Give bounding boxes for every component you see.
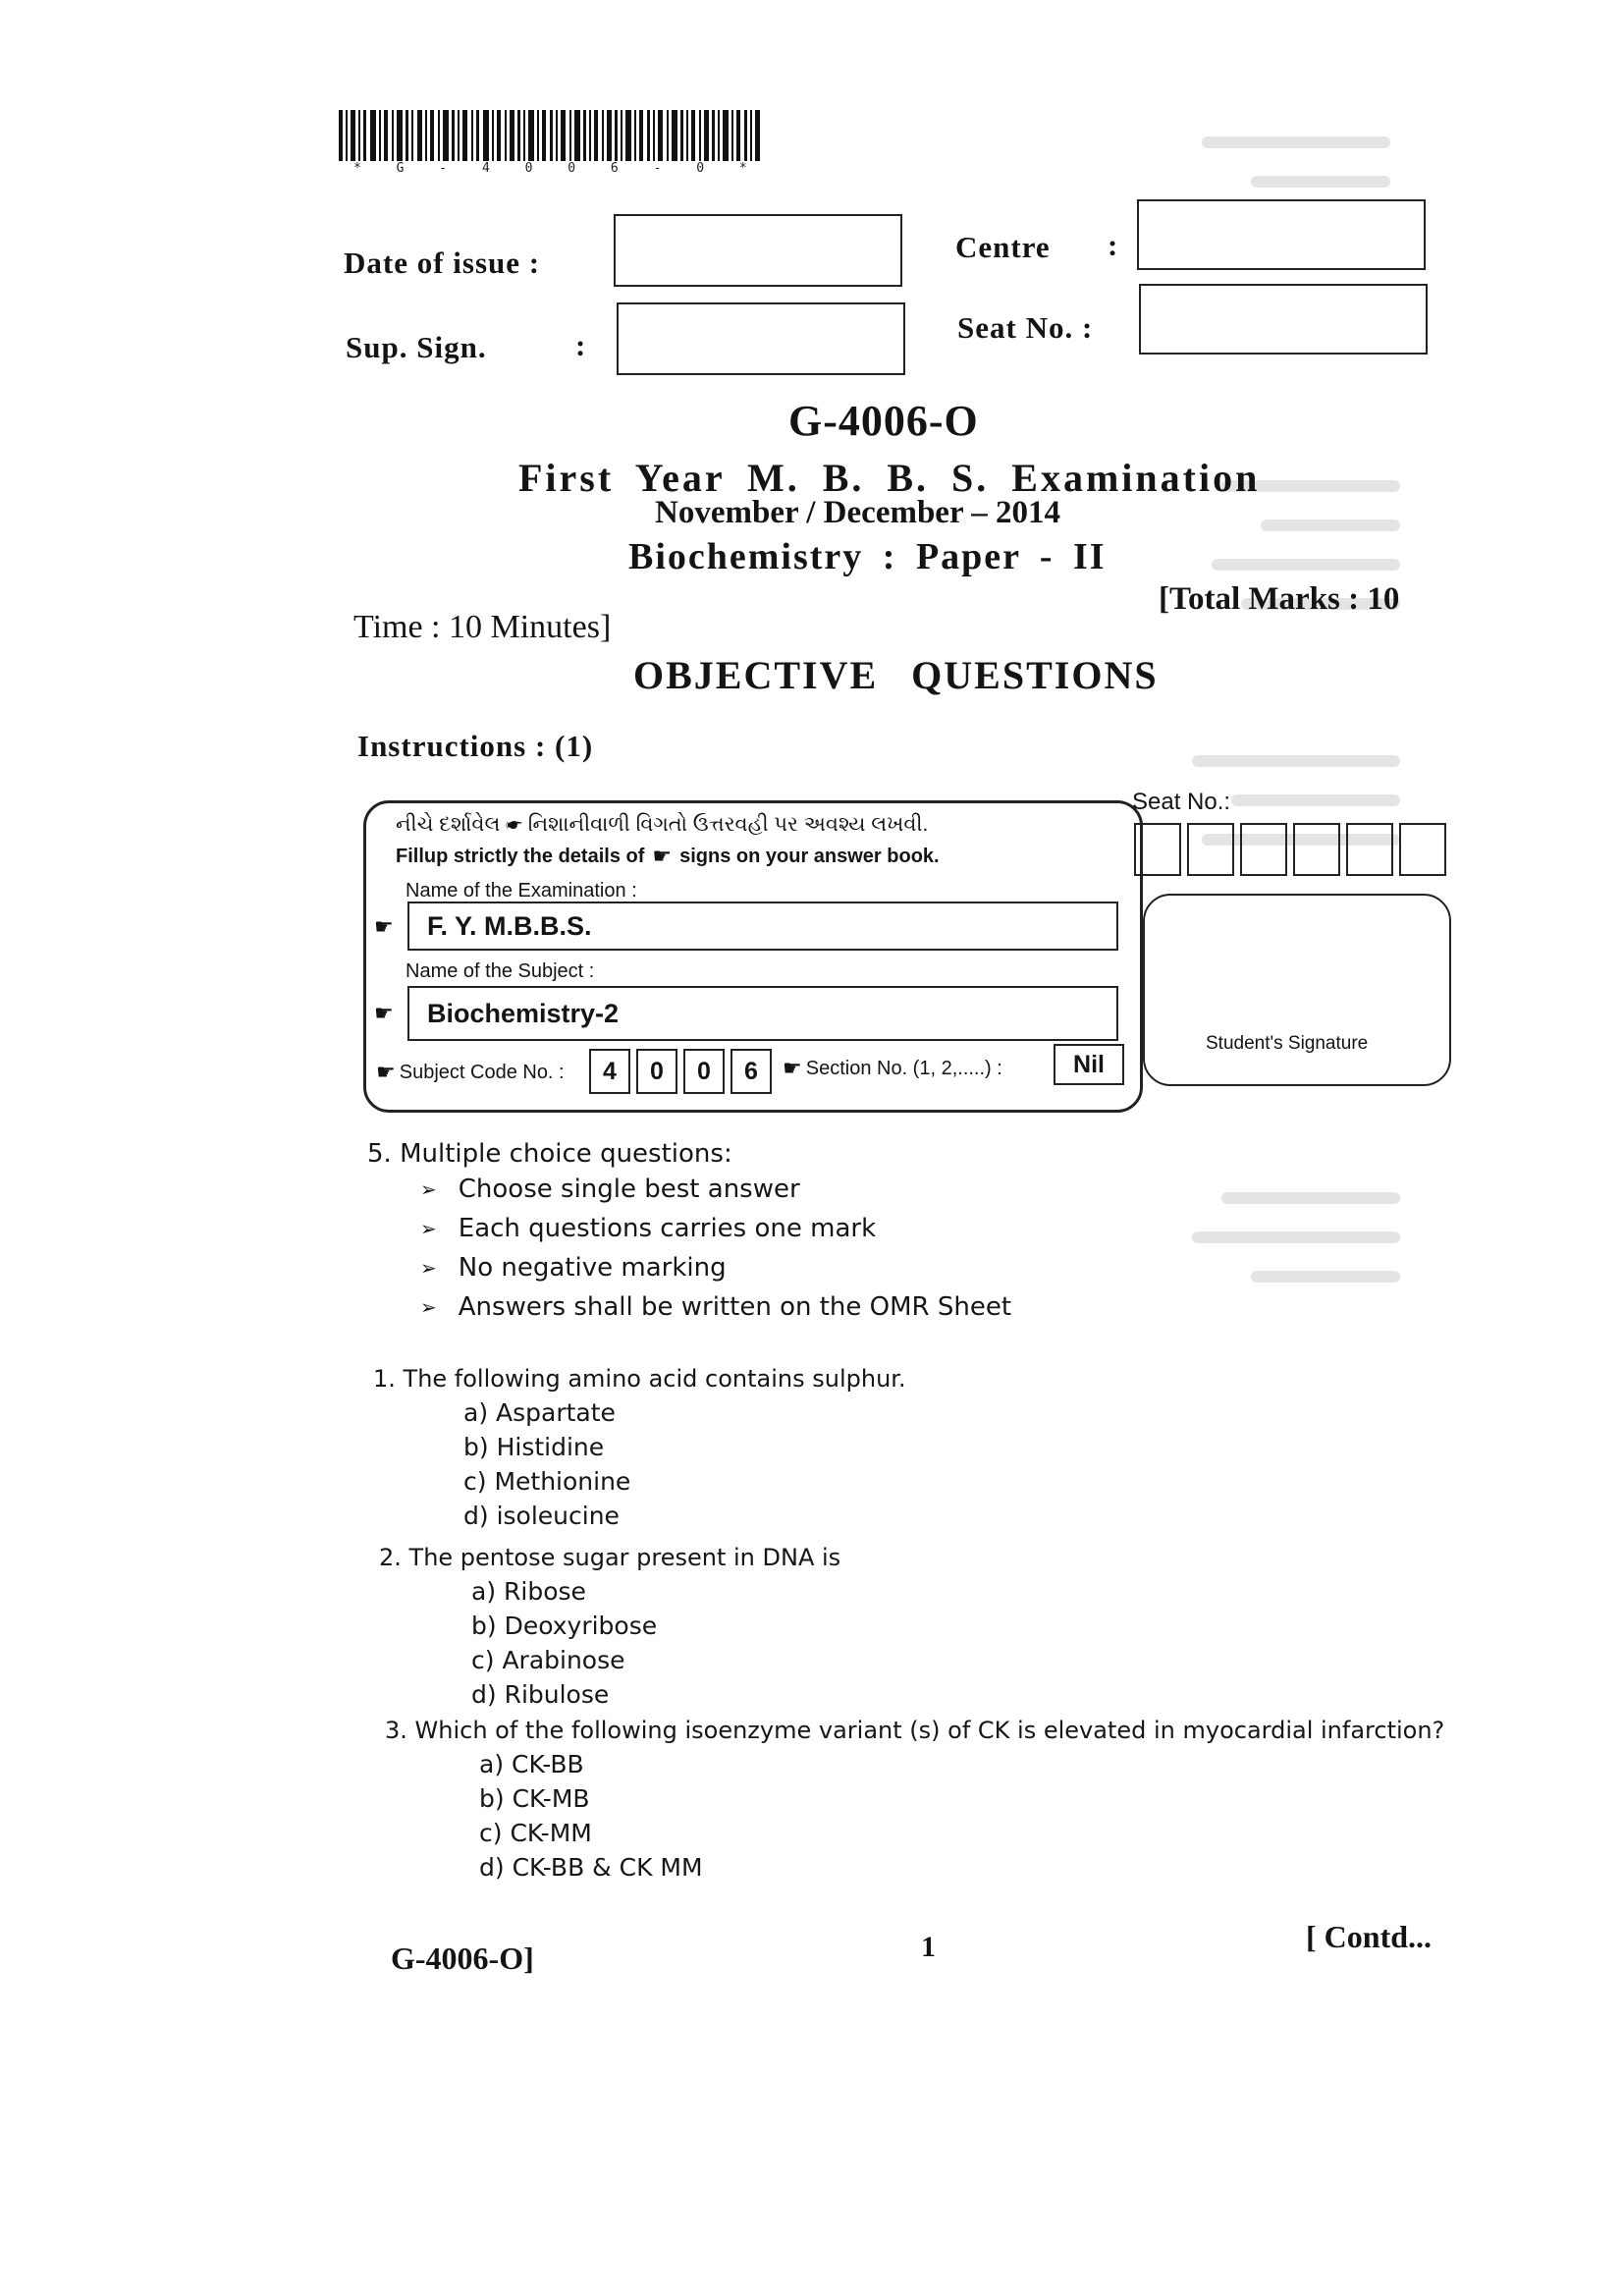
- instruction-5-heading: 5. Multiple choice questions:: [367, 1139, 732, 1169]
- subject-name-value: Biochemistry-2: [427, 998, 620, 1028]
- exam-name-field[interactable]: [407, 902, 1118, 951]
- seat-no-cell[interactable]: [1240, 823, 1287, 876]
- pointer-hand-icon: ☛: [783, 1057, 802, 1081]
- centre-colon: :: [1108, 228, 1119, 262]
- pointer-hand-icon: ☛: [376, 1061, 396, 1085]
- answer-option: c) Methionine: [463, 1467, 631, 1496]
- paper-code: G-4006-O: [788, 397, 979, 445]
- exam-name-value: F. Y. M.B.B.S.: [427, 910, 592, 941]
- question-text: 2. The pentose sugar present in DNA is: [379, 1544, 841, 1571]
- question-text: 3. Which of the following isoenzyme variant (s) of CK is elevated in myocardial infarction?: [385, 1717, 1445, 1744]
- sup-sign-label: Sup. Sign.: [346, 330, 487, 364]
- subject-code-digit[interactable]: 6: [730, 1049, 772, 1094]
- pointer-hand-icon: ☛: [652, 845, 673, 869]
- question-1: [373, 1365, 906, 1530]
- arrow-bullet-icon: ➢: [420, 1256, 437, 1280]
- exam-title: First Year M. B. B. S. Examination: [518, 456, 1261, 500]
- section-no-label: Section No. (1, 2,.....) :: [805, 1058, 1002, 1079]
- subject-name-label: Name of the Subject :: [406, 960, 595, 982]
- barcode-text: * G - 4 0 0 6 - 0 *: [353, 161, 761, 176]
- answer-option: c) Arabinose: [471, 1646, 625, 1674]
- seat-no-cell[interactable]: [1346, 823, 1393, 876]
- date-of-issue-box[interactable]: [614, 214, 902, 287]
- pointer-hand-icon: ☛: [374, 915, 394, 940]
- exam-session: November / December – 2014: [655, 495, 1060, 530]
- gujarati-instruction: નીચે દર્શાવેલ ☛ નિશાનીવાળી વિગતો ઉત્તરવહી પર અવશ્ય લખવી.: [396, 813, 929, 836]
- sup-sign-box[interactable]: [617, 302, 905, 375]
- instruction-bullet-text: Choose single best answer: [458, 1175, 800, 1204]
- question-options: [463, 1398, 906, 1530]
- pointer-hand-icon: ☛: [374, 1002, 394, 1026]
- instruction-bullet: [420, 1214, 1011, 1243]
- answer-option: a) Ribose: [471, 1577, 586, 1606]
- form-seat-no-label: Seat No.:: [1132, 789, 1231, 815]
- arrow-bullet-icon: ➢: [420, 1295, 437, 1319]
- subject-name-field[interactable]: [407, 986, 1118, 1041]
- total-marks: [Total Marks : 10: [1159, 581, 1400, 617]
- question-options: [479, 1750, 1444, 1882]
- english-instruction-part1: Fillup strictly the details of: [396, 846, 645, 867]
- subject-code-digit[interactable]: 4: [589, 1049, 630, 1094]
- section-no-row: [783, 1057, 1002, 1081]
- footer-paper-code: G-4006-O]: [391, 1941, 534, 1976]
- question-3: [385, 1717, 1444, 1882]
- answer-option: b) CK-MB: [479, 1784, 590, 1813]
- sup-sign-colon: :: [575, 328, 587, 362]
- time-allowed: Time : 10 Minutes]: [353, 609, 612, 645]
- instruction-bullet: [420, 1253, 1011, 1283]
- english-instruction: [396, 845, 940, 869]
- student-signature-label: Student's Signature: [1206, 1033, 1369, 1054]
- answer-option: b) Histidine: [463, 1433, 605, 1461]
- seat-no-cell[interactable]: [1134, 823, 1181, 876]
- arrow-bullet-icon: ➢: [420, 1177, 437, 1201]
- subject-code-row: [376, 1061, 565, 1085]
- seat-no-cell[interactable]: [1187, 823, 1234, 876]
- student-signature-box[interactable]: [1143, 894, 1451, 1086]
- question-options: [471, 1577, 840, 1709]
- paper-title: Biochemistry : Paper - II: [628, 536, 1107, 577]
- instruction-bullets: [420, 1175, 1011, 1322]
- subject-code-label: Subject Code No. :: [399, 1062, 565, 1083]
- instruction-bullet: [420, 1175, 1011, 1204]
- exam-name-label: Name of the Examination :: [406, 880, 637, 902]
- barcode: [339, 110, 763, 161]
- instruction-bullet: [420, 1292, 1011, 1322]
- instruction-bullet-text: No negative marking: [458, 1253, 727, 1283]
- instruction-bullet-text: Answers shall be written on the OMR Sheet: [458, 1292, 1012, 1322]
- centre-label: Centre: [955, 230, 1051, 264]
- answer-option: a) Aspartate: [463, 1398, 616, 1427]
- section-heading: OBJECTIVE QUESTIONS: [633, 653, 1159, 697]
- seat-no-cell[interactable]: [1293, 823, 1340, 876]
- answer-option: b) Deoxyribose: [471, 1612, 658, 1640]
- subject-code-digit[interactable]: 0: [683, 1049, 725, 1094]
- arrow-bullet-icon: ➢: [420, 1217, 437, 1240]
- question-text: 1. The following amino acid contains sulphur.: [373, 1365, 906, 1393]
- candidate-details-form: [363, 800, 1143, 1113]
- section-no-field[interactable]: Nil: [1054, 1044, 1124, 1085]
- centre-box[interactable]: [1137, 199, 1426, 270]
- english-instruction-part2: signs on your answer book.: [679, 846, 940, 867]
- instruction-bullet-text: Each questions carries one mark: [458, 1214, 877, 1243]
- subject-code-digit[interactable]: 0: [636, 1049, 677, 1094]
- seat-no-cell[interactable]: [1399, 823, 1446, 876]
- answer-option: c) CK-MM: [479, 1819, 592, 1847]
- date-of-issue-label: Date of issue :: [344, 246, 541, 280]
- instructions-label: Instructions : (1): [357, 729, 594, 763]
- answer-option: a) CK-BB: [479, 1750, 584, 1778]
- subject-code-digits: [589, 1049, 772, 1094]
- form-seat-no-grid[interactable]: [1134, 823, 1446, 876]
- continued-note: [ Contd...: [1306, 1919, 1433, 1954]
- page-number: 1: [921, 1931, 936, 1963]
- answer-option: d) Ribulose: [471, 1680, 610, 1709]
- seat-no-label: Seat No. :: [957, 310, 1094, 345]
- question-2: [379, 1544, 840, 1709]
- answer-option: d) isoleucine: [463, 1502, 620, 1530]
- seat-no-box[interactable]: [1139, 284, 1428, 355]
- answer-option: d) CK-BB & CK MM: [479, 1853, 703, 1882]
